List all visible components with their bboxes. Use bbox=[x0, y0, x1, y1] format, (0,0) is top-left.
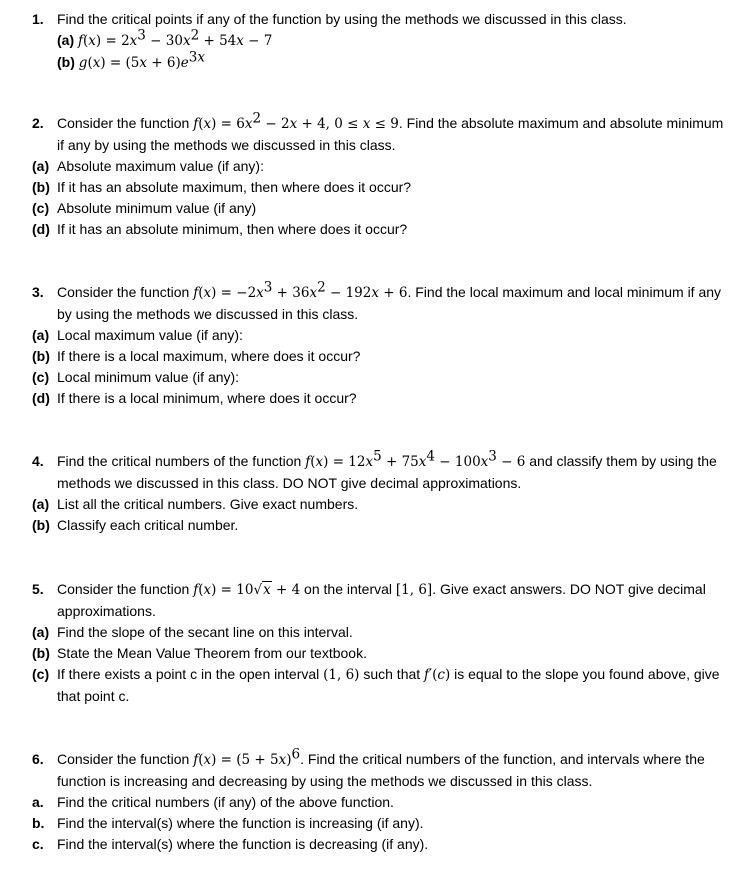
sub-item-b: (b) If it has an absolute maximum, then where does it occur? bbox=[32, 179, 412, 195]
question-text: Find the critical numbers of the function $f(x) = 12x^5 + 75x^4 - 100x^3 - 6$ and classify them by using the methods we discussed in this class. DO NOT give decimal approximations. bbox=[57, 448, 717, 491]
question-2 bbox=[32, 110, 733, 240]
question-number: 3. bbox=[32, 284, 44, 300]
question-number: 4. bbox=[32, 453, 44, 469]
question-number: 2. bbox=[32, 115, 44, 131]
question-text: Consider the function $f(x) = (5 + 5x)^6$. Find the critical numbers of the function, and intervals where the function is increasing and decreasing by using the methods we discussed in this class. bbox=[57, 746, 705, 789]
question-text: Find the critical points if any of the function by using the methods we discussed in this class. bbox=[57, 11, 627, 27]
sub-item-d: (d) If there is a local minimum, where does it occur? bbox=[32, 390, 357, 406]
sub-item-d: (d) If it has an absolute minimum, then where does it occur? bbox=[32, 221, 408, 237]
question-number: 1. bbox=[32, 11, 44, 27]
question-text: Consider the function f(x) = 10√x + 4 on the interval [1, 6]. Give exact answers. DO NOT give decimal approximations. bbox=[57, 581, 706, 619]
question-4 bbox=[32, 448, 733, 536]
sub-item-a: (a) Local maximum value (if any): bbox=[32, 327, 243, 343]
sub-label: (b) bbox=[57, 54, 75, 70]
sub-item-c: (c) If there exists a point c in the open interval (1, 6) such that f′(c) is equal to the slope you found above, give that point c. bbox=[32, 666, 720, 704]
sub-item-a: a. Find the critical numbers (if any) of the above function. bbox=[32, 794, 394, 810]
question-text: Consider the function $f(x) = -2x^3 + 36x^2 - 192x + 6$. Find the local maximum and local minimum if any by using the methods we discussed in this class. bbox=[57, 279, 722, 322]
question-number: 5. bbox=[32, 581, 44, 597]
formula-g: g bbox=[78, 55, 88, 71]
sub-item-c: (c) Absolute minimum value (if any) bbox=[32, 200, 257, 216]
sub-item-c: (c) Local minimum value (if any): bbox=[32, 369, 240, 385]
question-text: Consider the function $f(x) = 6x^2 - 2x + 4$, 0 ≤ x ≤ 9. Find the absolute maximum and absolute minimum if any by using the methods we discussed in this class. bbox=[57, 110, 724, 153]
sub-item-b: b. Find the interval(s) where the function is increasing (if any). bbox=[32, 815, 424, 831]
sub-item-a: (a) Find the slope of the secant line on this interval. bbox=[32, 624, 353, 640]
sub-item-b: (b) If there is a local maximum, where does it occur? bbox=[32, 348, 361, 364]
sub-label: (a) bbox=[57, 32, 75, 48]
question-5 bbox=[32, 579, 733, 707]
sub-item-a: (a) Absolute maximum value (if any): bbox=[32, 158, 264, 174]
question-1 bbox=[32, 9, 733, 74]
sub-item-b: (b) $g(x) = (5x + 6)e^{3x}$ bbox=[57, 49, 205, 71]
sub-item-b: (b) Classify each critical number. bbox=[32, 517, 239, 533]
formula-f: f bbox=[78, 33, 84, 49]
question-6 bbox=[32, 746, 733, 855]
question-number: 6. bbox=[32, 751, 44, 767]
sub-item-b: (b) State the Mean Value Theorem from our textbook. bbox=[32, 645, 367, 661]
question-3 bbox=[32, 279, 733, 409]
sub-item-a: (a) $f(x) = 2x^3 - 30x^2 + 54x - 7$ bbox=[57, 27, 273, 49]
sub-item-c: c. Find the interval(s) where the function is decreasing (if any). bbox=[32, 836, 429, 852]
sub-item-a: (a) List all the critical numbers. Give exact numbers. bbox=[32, 496, 359, 512]
